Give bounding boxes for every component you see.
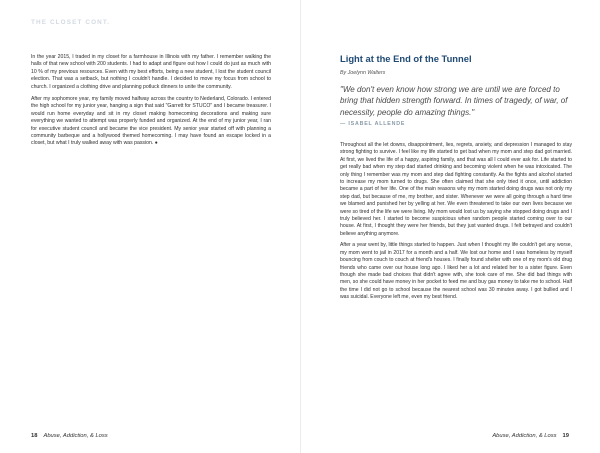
body-paragraph: In the year 2015, I traded in my closet for a farmhouse in Illinois with my father. I remember walking the halls of that new school with 200 students. I had to adapt and figure out how I could do just as much with 10 % of my previous resources. Even with my best efforts, being a new student, I lost the student council election. That was a setback, but nothing I couldn't handle. I decided to move my focus from school to church. I organized a clothing drive and planning potluck dinners to unite the community. (31, 54, 271, 90)
left-page-body (31, 54, 271, 153)
footer-book-title: Abuse, Addiction, & Loss (492, 433, 557, 439)
body-paragraph-text: After my sophomore year, my family moved halfway across the country to Nederland, Colorado. I entered the high school for my junior year, hanging a sign that said "Garrett for STUCO" and I became treasurer. I would run home everyday and sit in my closet making homecoming decorations and making sure everything we wanted to attempt was properly funded and organized. At the end of my junior year, I ran for executive student council and became the vice president. My senior year started off with planning a community barbeque and a hollywood themed homecoming. I may have found an escape locked in a closet, but what I truly walked away with was passion. (31, 96, 271, 147)
page-number: 19 (562, 433, 569, 439)
article-title: Light at the End of the Tunnel (340, 53, 472, 64)
right-page-body (340, 142, 572, 306)
pullquote: "We don't even know how strong we are until we are forced to bring that hidden strength forward. In times of tragedy, of war, of necessity, people do amazing things." (340, 85, 568, 117)
page-number: 18 (31, 433, 38, 439)
byline: By Joelynn Walters (340, 70, 386, 76)
end-mark-icon: ● (154, 140, 158, 147)
body-paragraph: After a year went by, little things started to happen. Just when I thought my life couldn't get any worse, my mom went to jail in 2017 for a month and a half. We lost our home and I was homeless by myself bouncing from couch to couch at friend's houses. I finally found shelter with one of my mom's old drug friends who came over our house long ago. I liked her a lot and related her to a sister figure. Even though she made bad choices that didn't agree with, she took care of me. She did bad things with men, so she could have money in her pocket to feed me and buy gas money to take me to school. Half the time I did not go to school because the nearest school was 30 minutes away. I got bullied and I was suicidal. Everyone left me, even my best friend. (340, 242, 572, 301)
left-footer (31, 433, 108, 439)
right-page (300, 0, 600, 453)
body-paragraph: Throughout all the let downs, disappointment, lies, regrets, anxiety, and depression I managed to stay strong fighting to survive. I feel like my life started to get bad when my mom and step dad got married. At first, we lived the life of a happy, aspiring family, and that was all I could ever ask for. Life started to get really bad when my step dad started drinking and becoming violent when he was intoxicated. The only thing I remember was my mom and step dad fighting constantly. As the fights and alcohol started to increase my mom turned to drugs. She often claimed that she only tried it once, until addiction became a part of her life. One of the main reasons why my mom started doing drugs was not only my step dad, but because of me, my brother, and sister. Whenever we were all going through a hard time we blamed and punished her by yelling at her. We even threatened to take our own lives because we were so tired of the life we were living. My mom would lost us by saying she stopped doing drugs and I truly believed her. I started to become suspicious when random people started coming over to our house. At first, I thought they were her friends, but they just wanted drugs. I felt betrayed and couldn't believe anything anymore. (340, 142, 572, 237)
footer-book-title: Abuse, Addiction, & Loss (43, 433, 108, 439)
right-footer (492, 433, 569, 439)
running-head: THE CLOSET CONT. (31, 19, 111, 26)
body-paragraph-last (31, 96, 271, 148)
pullquote-attribution: — ISABEL ALLENDE (340, 121, 406, 127)
